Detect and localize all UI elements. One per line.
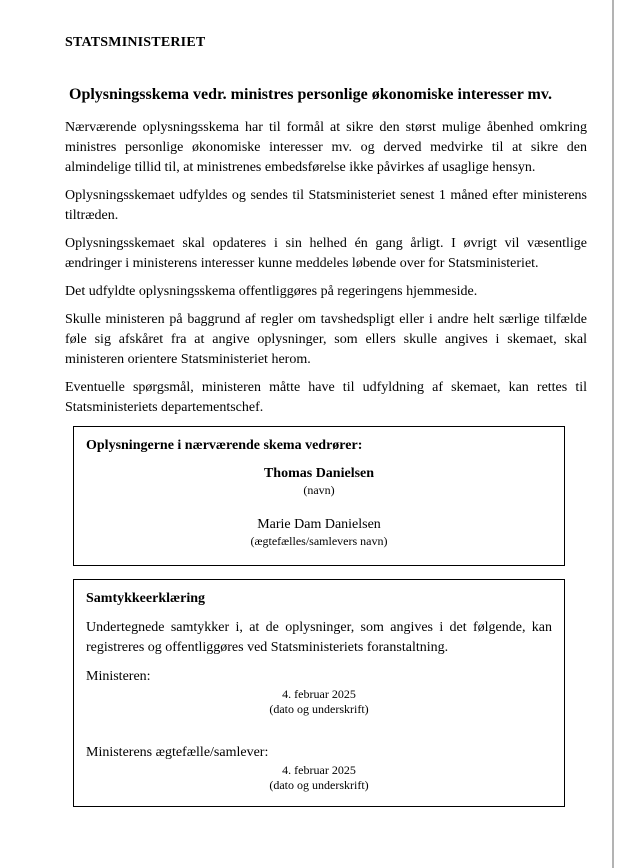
paragraph: Oplysningsskemaet skal opdateres i sin helhed én gang årligt. I øvrigt vil væsentlige ændringer i ministerens interesser kunne meddeles løbende over for Statsministeriet. — [65, 236, 587, 271]
minister-signature-label: Ministeren: — [86, 669, 151, 684]
spouse-name-caption: (ægtefælles/samlevers navn) — [250, 534, 388, 548]
organization-name: STATSMINISTERIET — [65, 35, 206, 50]
paragraph: Eventuelle spørgsmål, ministeren måtte have til udfyldning af skemaet, kan rettes til Statsministeriets departementschef. — [65, 380, 587, 415]
consent-box — [73, 579, 565, 807]
spouse-name: Marie Dam Danielsen — [257, 517, 381, 532]
minister-date-signature-caption: (dato og underskrift) — [269, 702, 369, 716]
minister-name-block — [86, 465, 552, 498]
paragraph: Det udfyldte oplysningsskema offentliggøres på regeringens hjemmeside. — [65, 284, 478, 299]
spouse-signature-label: Ministerens ægtefælle/samlever: — [86, 745, 269, 760]
consent-body-text: Undertegnede samtykker i, at de oplysninger, som angives i det følgende, kan registreres og offentliggøres ved Statsministeriets foranstaltning. — [86, 620, 552, 655]
minister-name: Thomas Danielsen — [263, 466, 375, 481]
paragraph: Nærværende oplysningsskema har til formål at sikre den størst mulige åbenhed omkring ministres personlige økonomiske interesser mv. og derved medvirke til at sikre den almindelige tillid til, at ministrenes embedsførelse ikke påvirkes af usaglige hensyn. — [65, 120, 587, 175]
spacer — [86, 498, 552, 516]
paragraph: Oplysningsskemaet udfyldes og sendes til Statsministeriet senest 1 måned efter ministerens tiltræden. — [65, 188, 587, 223]
page-edge-line — [612, 0, 614, 868]
spouse-signature-date: 4. februar 2025 — [282, 763, 356, 777]
spouse-date-signature-caption: (dato og underskrift) — [269, 778, 369, 792]
subject-box-heading: Oplysningerne i nærværende skema vedrører: — [86, 438, 363, 453]
intro-section — [65, 118, 587, 418]
minister-name-caption: (navn) — [303, 483, 335, 497]
subject-box — [73, 426, 565, 566]
spouse-name-block — [86, 516, 552, 549]
consent-box-heading: Samtykkeerklæring — [86, 591, 205, 606]
document-title: Oplysningsskema vedr. ministres personlige økonomiske interesser mv. — [69, 86, 552, 103]
paragraph: Skulle ministeren på baggrund af regler om tavshedspligt eller i andre helt særlige tilfælde føle sig afskåret fra at angive oplysninger, som ellers skulle angives i skemaet, skal ministeren orientere Statsministeriet herom. — [65, 312, 587, 367]
minister-signature-date: 4. februar 2025 — [282, 687, 356, 701]
